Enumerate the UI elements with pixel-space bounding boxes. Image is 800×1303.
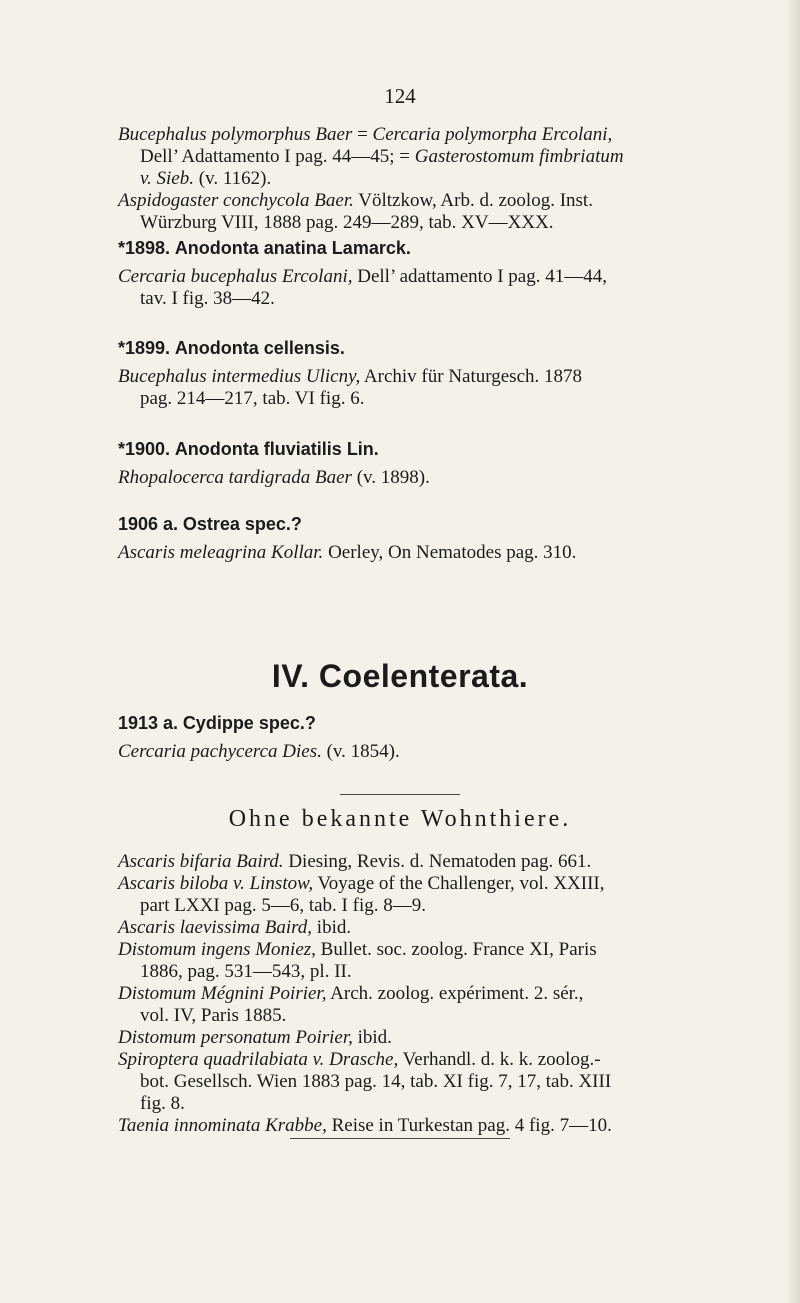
text-span: (v. 1854). bbox=[321, 741, 400, 762]
text-span: Arch. zoolog. expériment. 2. sér., bbox=[326, 983, 584, 1004]
text-span: Bullet. soc. zoolog. France XI, Paris bbox=[315, 939, 597, 960]
host-1906a bbox=[118, 513, 790, 564]
text-span: Reise in Turkestan pag. 4 fig. 7—10. bbox=[326, 1115, 612, 1136]
section-heading: IV. Coelenterata. bbox=[271, 658, 529, 694]
end-rule bbox=[290, 1138, 510, 1139]
text-span: Würzburg VIII, 1888 pag. 249—289, tab. XV—XXX. bbox=[140, 212, 554, 233]
text-span: Ascaris laevissima Baird, bbox=[118, 917, 313, 938]
text-span: pag. 214—217, tab. VI fig. 6. bbox=[140, 388, 365, 409]
text-span: Dell’ adattamento I pag. 41—44, bbox=[352, 266, 607, 287]
host-entry bbox=[118, 983, 790, 1027]
host-entry bbox=[118, 1027, 790, 1049]
host-entry bbox=[118, 873, 790, 917]
text-span: (v. 1898). bbox=[351, 467, 430, 488]
text-span: Ostrea spec.? bbox=[182, 514, 302, 534]
text-span: Bucephalus intermedius Ulicny, bbox=[118, 366, 361, 387]
unknown-hosts-list bbox=[118, 851, 790, 1137]
text-span: Diesing, Revis. d. Nematoden pag. 661. bbox=[283, 851, 592, 872]
text-span: Cercaria pachycerca Dies. bbox=[118, 741, 322, 762]
text-span: Rhopalocerca tardigrada Baer bbox=[118, 467, 352, 488]
text-span: Anodonta cellensis. bbox=[174, 338, 345, 358]
divider-rule bbox=[340, 794, 460, 795]
text-span: vol. IV, Paris 1885. bbox=[140, 1005, 287, 1026]
text-span: fig. 8. bbox=[140, 1093, 185, 1114]
host-entry bbox=[118, 1115, 790, 1137]
entry-bucephalus-polymorphus bbox=[118, 124, 790, 190]
text-span: Gasterostomum fimbriatum bbox=[414, 146, 624, 167]
text-span: Verhandl. d. k. k. zoolog.- bbox=[398, 1049, 601, 1070]
host-entry bbox=[118, 1049, 790, 1115]
page-edge-shadow bbox=[786, 0, 800, 1303]
page-number: 124 bbox=[384, 84, 416, 108]
text-span: ibid. bbox=[312, 917, 352, 938]
entry-aspidogaster bbox=[118, 190, 790, 234]
text-span: *1899. bbox=[118, 338, 171, 358]
text-span: Dell’ Adattamento I pag. 44—45; = bbox=[140, 146, 415, 167]
subheading: Ohne bekannte Wohnthiere. bbox=[228, 806, 572, 832]
text-span: Cercaria bucephalus Ercolani, bbox=[118, 266, 353, 287]
text-span: *1898. bbox=[118, 238, 171, 258]
host-entry bbox=[118, 851, 790, 873]
text-span: Cydippe spec.? bbox=[182, 713, 316, 733]
text-span: Spiroptera quadrilabiata v. Drasche, bbox=[118, 1049, 399, 1070]
text-span: Taenia innominata Krabbe, bbox=[118, 1115, 327, 1136]
host-entry bbox=[118, 939, 790, 983]
text-span: Distomum personatum Poirier, bbox=[118, 1027, 353, 1048]
host-1899 bbox=[118, 337, 790, 410]
text-span: 1886, pag. 531—543, pl. II. bbox=[140, 961, 352, 982]
text-span: Distomum Mégnini Poirier, bbox=[118, 983, 327, 1004]
text-span: v. Sieb. bbox=[140, 168, 194, 189]
text-span: ibid. bbox=[352, 1027, 392, 1048]
host-1900 bbox=[118, 438, 790, 489]
text-span: Anodonta anatina Lamarck. bbox=[174, 238, 411, 258]
text-span: Ascaris bifaria Baird. bbox=[118, 851, 284, 872]
text-span: Anodonta fluviatilis Lin. bbox=[174, 439, 379, 459]
text-span: Voyage of the Challenger, vol. XXIII, bbox=[313, 873, 605, 894]
text-span: (v. 1162). bbox=[194, 168, 272, 189]
text-span: Völtzkow, Arb. d. zoolog. Inst. bbox=[353, 190, 593, 211]
text-span: 1913 a. bbox=[118, 713, 179, 733]
text-span: = bbox=[352, 124, 373, 145]
text-span: Distomum ingens Moniez, bbox=[118, 939, 316, 960]
text-span: part LXXI pag. 5—6, tab. I fig. 8—9. bbox=[140, 895, 426, 916]
text-span: Cercaria polymorpha Ercolani, bbox=[372, 124, 613, 145]
text-span: Archiv für Naturgesch. 1878 bbox=[360, 366, 583, 387]
text-span: Ascaris biloba v. Linstow, bbox=[118, 873, 314, 894]
host-entry bbox=[118, 917, 790, 939]
host-1913a bbox=[118, 712, 790, 763]
host-1898 bbox=[118, 237, 790, 310]
text-span: Ascaris meleagrina Kollar. bbox=[118, 542, 324, 563]
text-span: 1906 a. bbox=[118, 514, 179, 534]
text-span: Oerley, On Nematodes pag. 310. bbox=[323, 542, 577, 563]
text-span: tav. I fig. 38—42. bbox=[140, 288, 275, 309]
text-span: Bucephalus polymorphus Baer bbox=[118, 124, 353, 145]
text-span: *1900. bbox=[118, 439, 171, 459]
top-entries bbox=[118, 124, 790, 234]
text-span: Aspidogaster conchycola Baer. bbox=[118, 190, 354, 211]
text-span: bot. Gesellsch. Wien 1883 pag. 14, tab. XI fig. 7, 17, tab. XIII bbox=[140, 1071, 612, 1092]
